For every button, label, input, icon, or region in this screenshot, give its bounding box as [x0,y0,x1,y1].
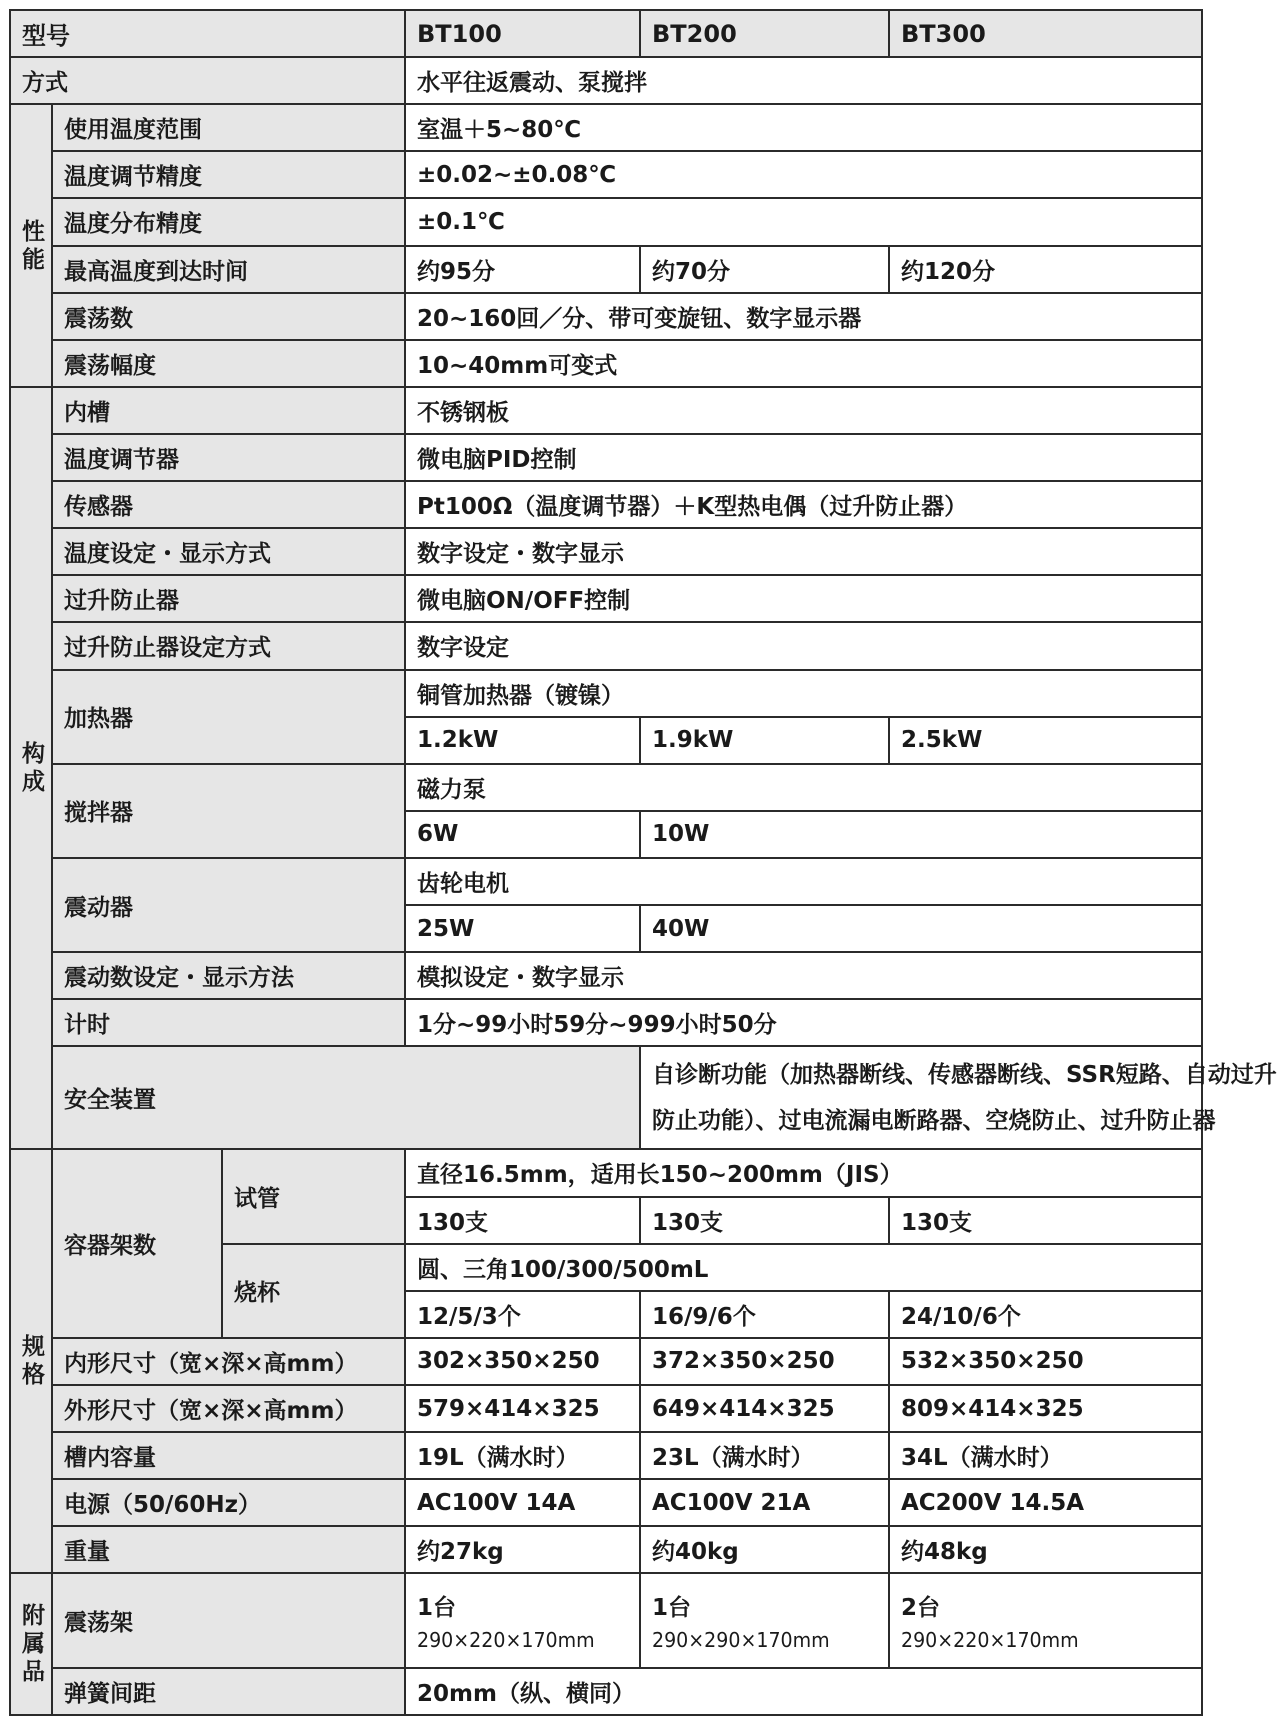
row-label: 温度设定・显示方式 [52,528,405,575]
cell-bt300: 809×414×325 [889,1385,1202,1432]
row-value: 数字设定 [405,622,1202,669]
table-row [10,1385,1202,1432]
table-row [10,1338,1202,1385]
row-label: 过升防止器 [52,575,405,622]
row-label: 震荡架 [52,1573,405,1667]
row-label: 计时 [52,999,405,1046]
row-value: ±0.02~±0.08℃ [405,151,1202,198]
model-bt200: BT200 [640,10,889,57]
row-value: 圆、三角100/300/500mL [405,1244,1202,1291]
table-row [10,622,1202,669]
cell-bt200 [640,1573,889,1667]
table-row [10,246,1202,293]
cell-bt300: 2.5kW [889,717,1202,764]
cell-bt200: 约70分 [640,246,889,293]
table-row [10,670,1202,717]
row-value: 10~40mm可变式 [405,340,1202,387]
construction-group-label [10,387,52,1150]
cell-bt100: 12/5/3个 [405,1291,640,1338]
rack-label: 容器架数 [52,1149,222,1337]
cell-bt300: 532×350×250 [889,1338,1202,1385]
cell-bt100: 130支 [405,1197,640,1244]
cell-bt200: 23L（满水时） [640,1432,889,1479]
table-row [10,858,1202,905]
cell-bt300 [889,1573,1202,1667]
row-value: 室温＋5~80℃ [405,104,1202,151]
cell-bt200-bt300: 40W [640,905,1202,952]
construction-group-text: 构 成 [22,741,45,796]
row-label: 内槽 [52,387,405,434]
rack-size: 290×220×170mm [417,1628,595,1652]
table-row [10,952,1202,999]
accessories-group-text: 附 属 品 [22,1603,45,1686]
table-row [10,1149,1202,1196]
specs-group-text: 规 格 [22,1334,45,1389]
cell-bt300: AC200V 14.5A [889,1479,1202,1526]
cell-bt300: 130支 [889,1197,1202,1244]
table-row [10,104,1202,151]
specs-group-label [10,1149,52,1573]
row-label: 外形尺寸（宽×深×高mm） [52,1385,405,1432]
cell-bt300: 24/10/6个 [889,1291,1202,1338]
cell-bt100: 1.2kW [405,717,640,764]
safety-label: 安全装置 [52,1046,640,1149]
tube-label: 试管 [222,1149,405,1243]
row-label: 重量 [52,1526,405,1573]
row-label: 温度分布精度 [52,198,405,245]
row-label: 使用温度范围 [52,104,405,151]
cell-bt100: AC100V 14A [405,1479,640,1526]
cell-bt300: 约120分 [889,246,1202,293]
table-row [10,528,1202,575]
cell-bt100: 约27kg [405,1526,640,1573]
cell-bt200-bt300: 10W [640,811,1202,858]
rack-count: 1台 [652,1595,692,1621]
row-label: 过升防止器设定方式 [52,622,405,669]
cell-bt100: 302×350×250 [405,1338,640,1385]
row-value: Pt100Ω（温度调节器）＋K型热电偶（过升防止器） [405,481,1202,528]
row-value: 1分~99小时59分~999小时50分 [405,999,1202,1046]
safety-line-1: 自诊断功能（加热器断线、传感器断线、SSR短路、自动过升 [652,1061,1277,1088]
cell-bt100: 19L（满水时） [405,1432,640,1479]
row-value: 磁力泵 [405,764,1202,811]
accessories-group-label [10,1573,52,1715]
cell-bt100: 579×414×325 [405,1385,640,1432]
row-label: 最高温度到达时间 [52,246,405,293]
row-value: 铜管加热器（镀镍） [405,670,1202,717]
rack-size: 290×220×170mm [901,1628,1079,1652]
cell-bt300: 约48kg [889,1526,1202,1573]
table-row [10,387,1202,434]
table-row [10,481,1202,528]
row-value: 直径16.5mm，适用长150~200mm（JIS） [405,1149,1202,1196]
model-bt300: BT300 [889,10,1202,57]
table-row [10,1573,1202,1667]
table-row [10,293,1202,340]
cell-bt200: 130支 [640,1197,889,1244]
table-row [10,1668,1202,1715]
row-value: 不锈钢板 [405,387,1202,434]
row-value: 微电脑PID控制 [405,434,1202,481]
table-row [10,575,1202,622]
cell-bt200: 1.9kW [640,717,889,764]
row-label: 震动器 [52,858,405,952]
performance-group-label [10,104,52,387]
header-row [10,10,1202,57]
row-value: 20mm（纵、横同） [405,1668,1202,1715]
row-label: 温度调节精度 [52,151,405,198]
model-label: 型号 [10,10,405,57]
row-label: 震荡幅度 [52,340,405,387]
cell-bt200: 372×350×250 [640,1338,889,1385]
row-label: 加热器 [52,670,405,764]
row-value: ±0.1℃ [405,198,1202,245]
performance-group-text: 性 能 [22,218,45,273]
row-label: 搅拌器 [52,764,405,858]
table-row [10,151,1202,198]
table-row [10,1432,1202,1479]
rack-size: 290×290×170mm [652,1628,830,1652]
model-bt100: BT100 [405,10,640,57]
row-label: 震荡数 [52,293,405,340]
method-label: 方式 [10,57,405,104]
safety-value [640,1046,1277,1149]
row-label: 弹簧间距 [52,1668,405,1715]
cell-bt200: AC100V 21A [640,1479,889,1526]
cell-bt100: 约95分 [405,246,640,293]
table-row [10,1479,1202,1526]
rack-count: 1台 [417,1595,457,1621]
spec-table [9,9,1277,1716]
table-row [10,434,1202,481]
safety-row [10,1046,1202,1149]
row-value: 20~160回／分、带可变旋钮、数字显示器 [405,293,1202,340]
cell-bt200: 649×414×325 [640,1385,889,1432]
table-row [10,764,1202,811]
row-label: 槽内容量 [52,1432,405,1479]
beaker-label: 烧杯 [222,1244,405,1338]
row-value: 齿轮电机 [405,858,1202,905]
method-row [10,57,1202,104]
rack-count: 2台 [901,1595,941,1621]
row-value: 微电脑ON/OFF控制 [405,575,1202,622]
row-label: 震动数设定・显示方法 [52,952,405,999]
table-row [10,999,1202,1046]
cell-bt200: 约40kg [640,1526,889,1573]
row-value: 数字设定・数字显示 [405,528,1202,575]
table-row [10,1526,1202,1573]
cell-bt100 [405,1573,640,1667]
table-row [10,340,1202,387]
cell-bt100: 25W [405,905,640,952]
row-label: 传感器 [52,481,405,528]
table-row [10,198,1202,245]
row-value: 模拟设定・数字显示 [405,952,1202,999]
row-label: 电源（50/60Hz） [52,1479,405,1526]
cell-bt200: 16/9/6个 [640,1291,889,1338]
row-label: 内形尺寸（宽×深×高mm） [52,1338,405,1385]
row-label: 温度调节器 [52,434,405,481]
safety-line-2: 防止功能）、过电流漏电断路器、空烧防止、过升防止器 [652,1107,1216,1134]
method-value: 水平往返震动、泵搅拌 [405,57,1202,104]
cell-bt300: 34L（满水时） [889,1432,1202,1479]
cell-bt100: 6W [405,811,640,858]
